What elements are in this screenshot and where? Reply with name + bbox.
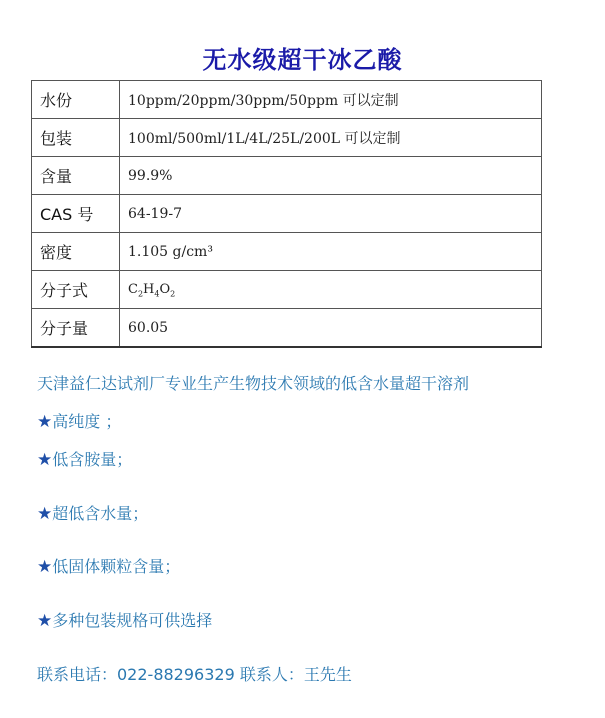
table-row xyxy=(32,157,542,195)
feature-item: ★高纯度 ； xyxy=(37,412,122,432)
contact-info: 联系电话：022-88296329 联系人：王先生 xyxy=(37,665,352,684)
table-row xyxy=(32,233,542,271)
table-row xyxy=(32,119,542,157)
star-icon: ★ xyxy=(37,611,53,631)
feature-item: ★超低含水量； xyxy=(37,504,149,524)
page-title: 无水级超干冰乙酸 xyxy=(202,46,403,74)
molecular-formula: $C_2H_4O_2$ xyxy=(128,281,176,299)
feature-item: ★低含胺量； xyxy=(37,450,133,470)
feature-item: ★低固体颗粒含量； xyxy=(37,557,181,577)
table-row xyxy=(32,309,542,348)
spec-key-cas: CAS 号 xyxy=(32,195,120,233)
spec-value-cas: 64-19-7 xyxy=(120,195,542,233)
star-icon: ★ xyxy=(37,450,53,470)
spec-value-formula xyxy=(120,271,542,309)
table-row xyxy=(32,195,542,233)
feature-item: ★多种包装规格可供选择 xyxy=(37,611,213,631)
star-icon: ★ xyxy=(37,504,53,524)
spec-value-water: 10ppm/20ppm/30ppm/50ppm 可以定制 xyxy=(120,81,542,119)
spec-key-mw: 分子量 xyxy=(32,309,120,348)
spec-key-content: 含量 xyxy=(32,157,120,195)
spec-key-density: 密度 xyxy=(32,233,120,271)
intro-text: 天津益仁达试剂厂专业生产生物技术领域的低含水量超干溶剂 xyxy=(37,374,470,393)
spec-value-density: 1.105 g/cm³ xyxy=(120,233,542,271)
star-icon: ★ xyxy=(37,557,53,577)
spec-value-package: 100ml/500ml/1L/4L/25L/200L 可以定制 xyxy=(120,119,542,157)
spec-key-package: 包装 xyxy=(32,119,120,157)
star-icon: ★ xyxy=(37,412,53,432)
table-row xyxy=(32,81,542,119)
spec-value-mw: 60.05 xyxy=(120,309,542,348)
spec-table xyxy=(31,80,542,348)
spec-key-water: 水份 xyxy=(32,81,120,119)
spec-key-formula: 分子式 xyxy=(32,271,120,309)
table-row xyxy=(32,271,542,309)
spec-value-content: 99.9% xyxy=(120,157,542,195)
